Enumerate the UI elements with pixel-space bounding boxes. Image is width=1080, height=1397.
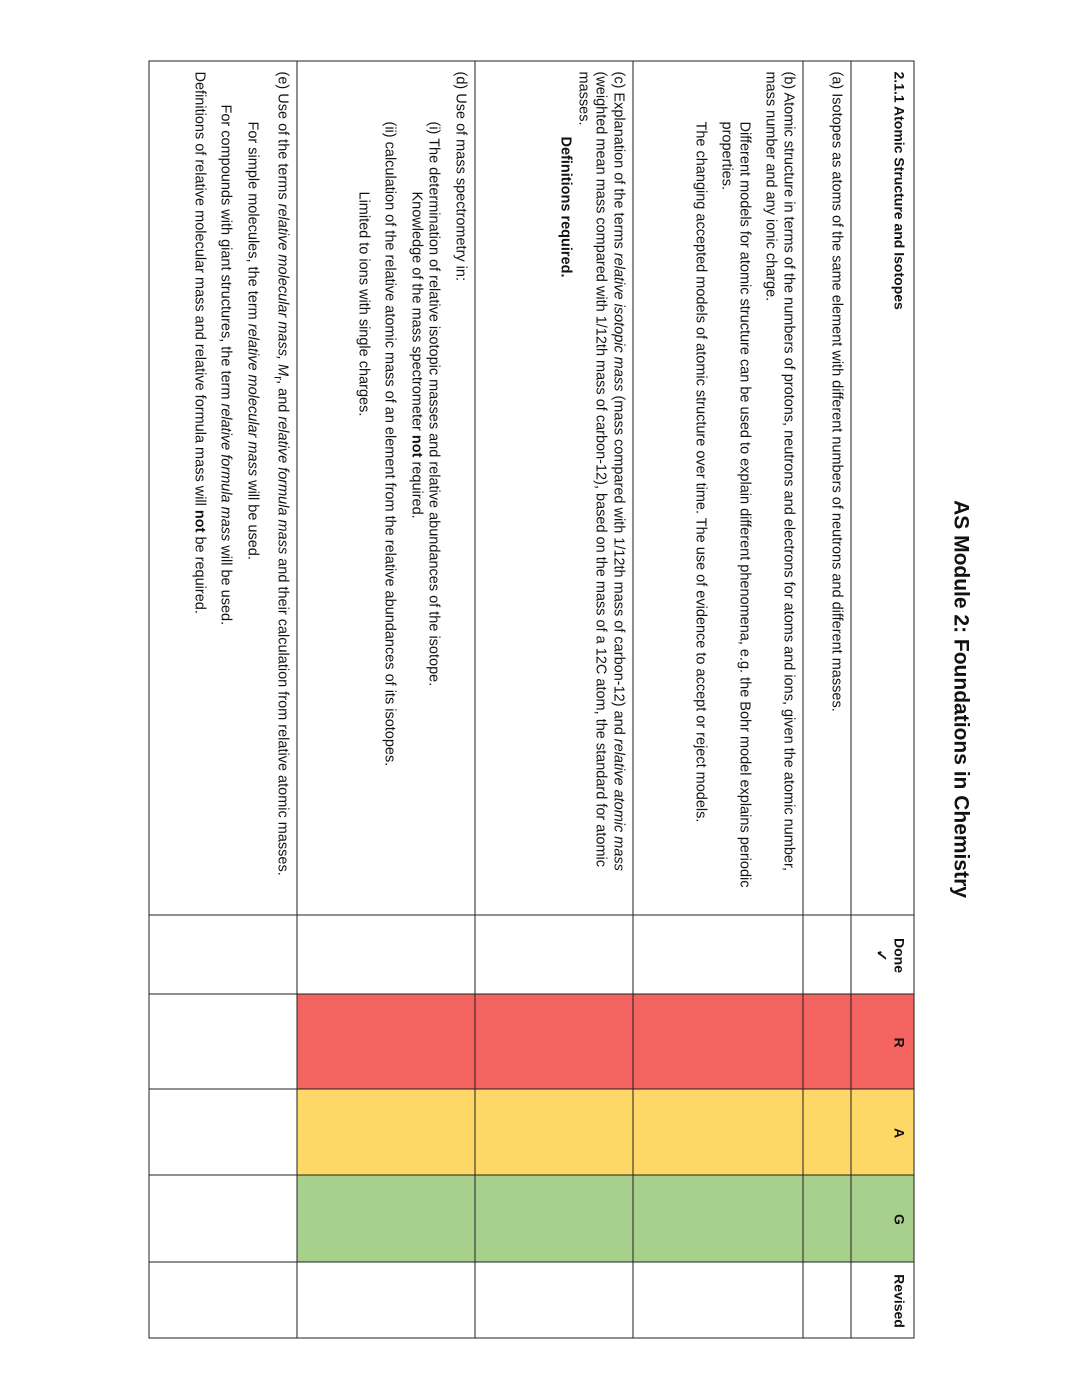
r-cell[interactable]	[149, 994, 297, 1089]
done-cell[interactable]	[297, 915, 475, 994]
row-e-note: For compounds with giant structures, the term relative formula mass will be used.	[217, 104, 234, 625]
a-header: A	[851, 1089, 914, 1175]
table-row	[633, 61, 803, 1338]
done-cell[interactable]	[475, 915, 633, 994]
row-e-note: Definitions of relative molecular mass and relative formula mass will not be required.	[190, 71, 207, 614]
r-cell[interactable]	[475, 994, 633, 1089]
done-cell[interactable]	[149, 915, 297, 994]
revised-cell[interactable]	[149, 1262, 297, 1338]
row-c-statement: (c) Explanation of the terms relative isotopic mass (mass compared with 1/12th mass of carbon-12) and relative atomic mass (weighted mean mass compared with 1/12th mass of carbon-12), based on the mass of a 12C atom, the standard for atomic masses.	[575, 71, 626, 871]
revised-cell[interactable]	[633, 1262, 803, 1338]
revised-cell[interactable]	[297, 1262, 475, 1338]
topic-header: 2.1.1 Atomic Structure and Isotopes	[851, 61, 914, 915]
g-cell[interactable]	[475, 1175, 633, 1262]
done-header	[851, 915, 914, 994]
done-cell[interactable]	[633, 915, 803, 994]
g-cell[interactable]	[633, 1175, 803, 1262]
g-cell[interactable]	[149, 1175, 297, 1262]
a-cell[interactable]	[475, 1089, 633, 1175]
row-d-sub-i-note: Knowledge of the mass spectrometer not required.	[408, 191, 424, 519]
revised-header: Revised	[851, 1262, 914, 1338]
g-header: G	[851, 1175, 914, 1262]
a-cell[interactable]	[803, 1089, 851, 1175]
row-e-statement: (e) Use of the terms relative molecular mass, $M_r$, and relative formula mass and their calculation from relative atomic masses.	[271, 71, 290, 876]
done-cell[interactable]	[803, 915, 851, 994]
row-d-sub-ii: (ii) calculation of the relative atomic mass of an element from the relative abundances of its isotopes.	[381, 121, 398, 766]
row-b-note: Different models for atomic structure can be used to explain different phenomena, e.g. the Bohr model explains periodic properties.	[718, 121, 752, 887]
row-b-text	[633, 61, 803, 915]
a-cell[interactable]	[297, 1089, 475, 1175]
row-d-sub-i: (i) The determination of relative isotopic masses and relative abundances of the isotope.	[425, 121, 442, 686]
a-cell[interactable]	[633, 1089, 803, 1175]
page-title: AS Module 2: Foundations in Chemistry	[949, 499, 972, 898]
r-cell[interactable]	[803, 994, 851, 1089]
r-cell[interactable]	[297, 994, 475, 1089]
r-cell[interactable]	[633, 994, 803, 1089]
row-b-statement: (b) Atomic structure in terms of the numbers of protons, neutrons and electrons for atoms and ions, given the atomic number, mass number and any ionic charge.	[762, 71, 796, 871]
table-row	[297, 61, 475, 1338]
done-label: Done	[891, 937, 907, 973]
row-d-statement: (d) Use of mass spectrometry in:	[452, 71, 468, 281]
row-e-note: For simple molecules, the term relative molecular mass will be used.	[243, 121, 260, 560]
check-icon: ✓	[872, 948, 890, 962]
g-cell[interactable]	[297, 1175, 475, 1262]
revised-cell[interactable]	[475, 1262, 633, 1338]
header-row	[851, 61, 914, 1338]
row-d-sub-ii-note: Limited to ions with single charges.	[355, 191, 371, 416]
row-b-note: The changing accepted models of atomic structure over time. The use of evidence to accept or reject models.	[692, 121, 708, 822]
table-row	[475, 61, 633, 1338]
checklist-table	[148, 60, 914, 1338]
a-cell[interactable]	[149, 1089, 297, 1175]
r-header: R	[851, 994, 914, 1089]
row-e-text	[149, 61, 297, 915]
table-row	[149, 61, 297, 1338]
row-d-text	[297, 61, 475, 915]
row-a-statement: (a) Isotopes as atoms of the same element with different numbers of neutrons and different masses.	[828, 71, 844, 712]
g-cell[interactable]	[803, 1175, 851, 1262]
definitions-note: Definitions required.	[557, 136, 574, 277]
row-a-text	[803, 61, 851, 915]
table-row	[803, 61, 851, 1338]
revised-cell[interactable]	[803, 1262, 851, 1338]
row-c-text	[475, 61, 633, 915]
